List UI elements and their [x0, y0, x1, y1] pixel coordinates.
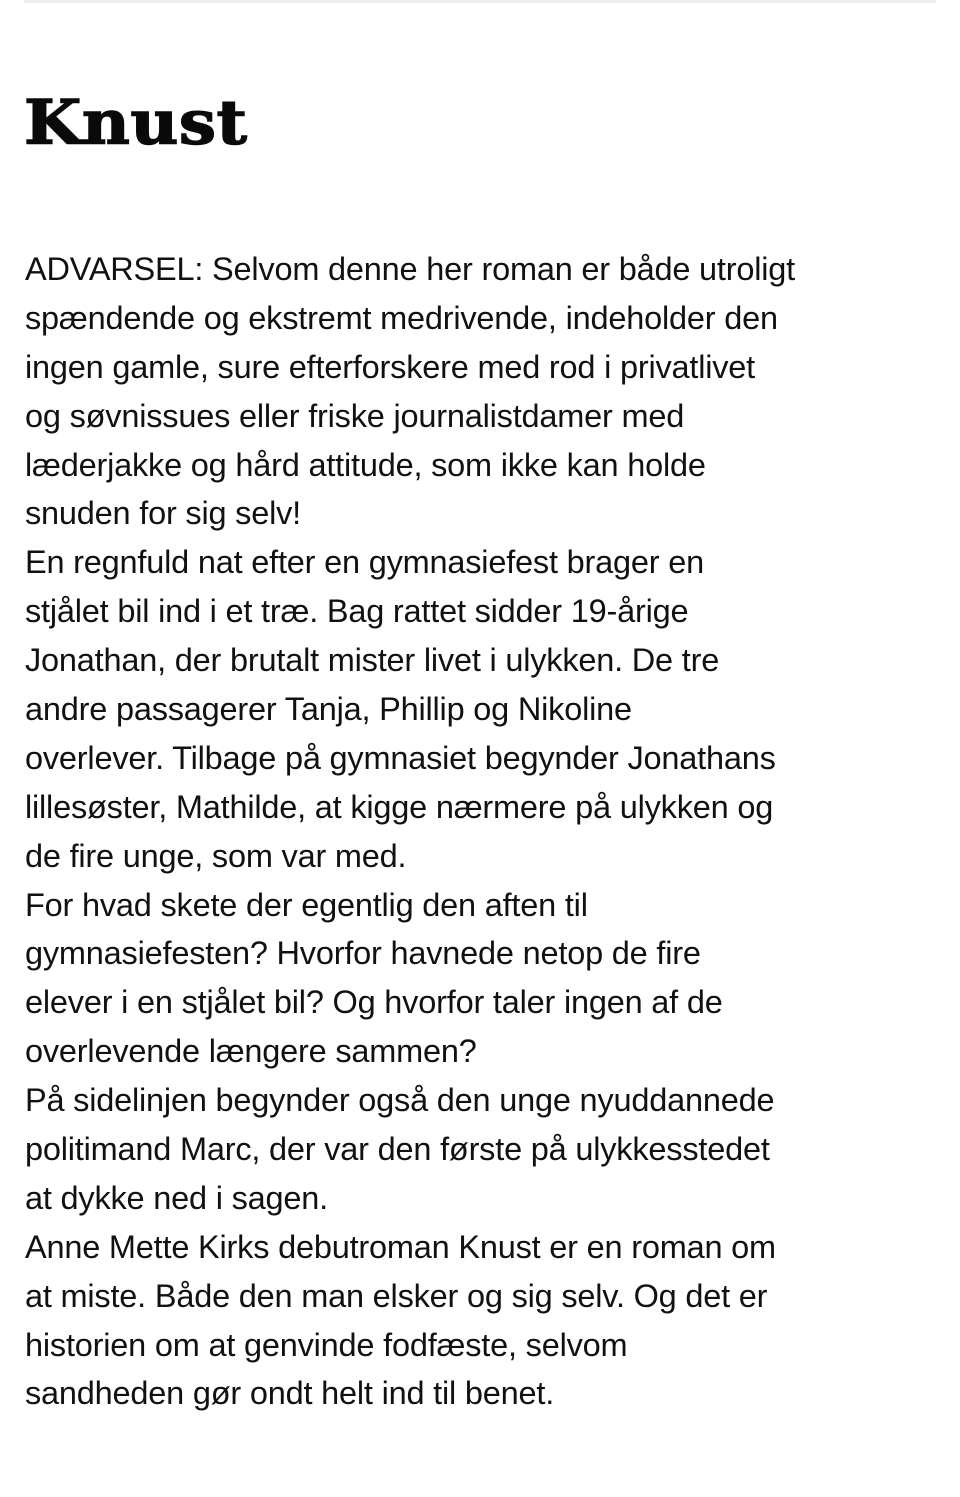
description-line: overlevende længere sammen? [25, 1033, 477, 1070]
description-line: og søvnissues eller friske journalistdamer med [25, 397, 685, 434]
description-line: elever i en stjålet bil? Og hvorfor taler ingen af de [25, 984, 723, 1021]
description-line: spændende og ekstremt medrivende, indeholder den [25, 299, 778, 336]
description-line: historien om at genvinde fodfæste, selvom [25, 1326, 628, 1363]
description-line: En regnfuld nat efter en gymnasiefest brager en [25, 544, 704, 581]
description-line: gymnasiefesten? Hvorfor havnede netop de fire [25, 935, 701, 972]
description-line: politimand Marc, der var den første på ulykkesstedet [25, 1131, 770, 1168]
description-line: På sidelinjen begynder også den unge nyuddannede [25, 1082, 775, 1119]
description-line: sandheden gør ondt helt ind til benet. [25, 1375, 555, 1412]
top-divider [24, 0, 936, 3]
description-line: ingen gamle, sure efterforskere med rod i privatlivet [25, 348, 756, 385]
description-line: ADVARSEL: Selvom denne her roman er både utroligt [25, 251, 796, 287]
description-line: Anne Mette Kirks debutroman Knust er en roman om [25, 1228, 776, 1265]
description-line: lillesøster, Mathilde, at kigge nærmere på ulykken og [25, 788, 774, 825]
description-line: overlever. Tilbage på gymnasiet begynder Jonathans [25, 739, 776, 776]
description-line: stjålet bil ind i et træ. Bag rattet sidder 19-årige [25, 593, 689, 630]
book-description [25, 245, 945, 1418]
description-line: snuden for sig selv! [25, 495, 302, 532]
description-line: For hvad skete der egentlig den aften til [25, 886, 588, 923]
description-line: Jonathan, der brutalt mister livet i ulykken. De tre [25, 642, 720, 679]
page-title: Knust [24, 86, 248, 159]
description-line: andre passagerer Tanja, Phillip og Nikoline [25, 691, 632, 728]
description-line: de fire unge, som var med. [25, 837, 407, 874]
description-line: at dykke ned i sagen. [25, 1179, 328, 1216]
description-line: læderjakke og hård attitude, som ikke kan holde [25, 446, 706, 483]
description-line: at miste. Både den man elsker og sig selv. Og det er [25, 1277, 768, 1314]
